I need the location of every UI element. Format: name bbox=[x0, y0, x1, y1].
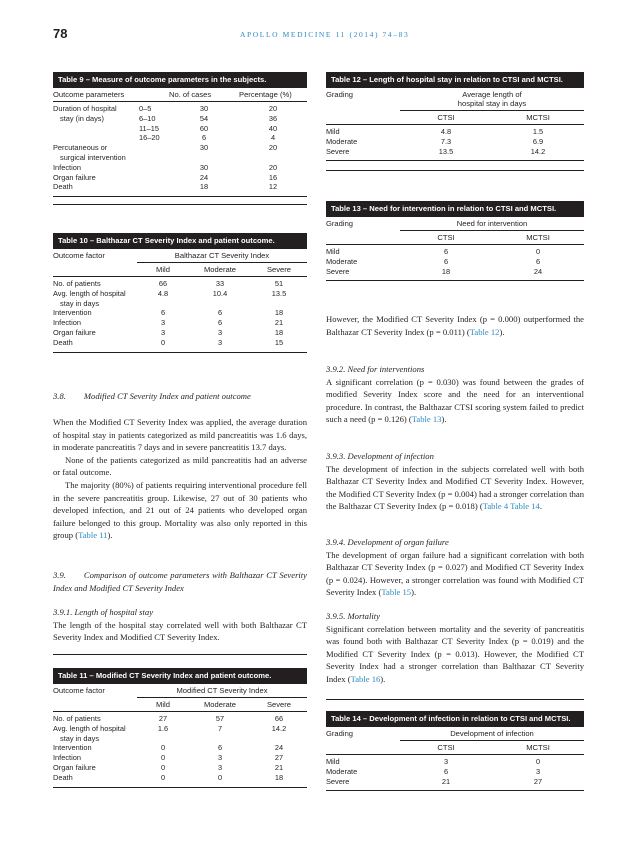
table-cell: 57 bbox=[215, 714, 225, 723]
table-cell bbox=[251, 299, 307, 309]
table-cell: 3 bbox=[217, 327, 223, 337]
left-column-rule bbox=[53, 654, 307, 655]
table-cell: Organ failure bbox=[53, 762, 96, 772]
table-cell: 3 bbox=[160, 327, 166, 337]
table-row bbox=[53, 328, 307, 338]
table-cell: 6 bbox=[201, 133, 207, 143]
table-cell: Duration of hospital bbox=[53, 104, 117, 113]
table-cell: 30 bbox=[199, 104, 209, 113]
table-cell: 6–10 bbox=[139, 113, 156, 123]
table-12-subheader: MCTSI bbox=[492, 111, 584, 125]
table-14-span-header: Development of infection bbox=[400, 727, 584, 741]
table-cell bbox=[139, 173, 169, 183]
table-11-subheader: Mild bbox=[137, 698, 189, 712]
table-cell: Death bbox=[53, 772, 73, 782]
table-cell: 6 bbox=[443, 256, 449, 266]
table-row bbox=[53, 104, 307, 114]
table-cell: 18 bbox=[274, 327, 284, 337]
section-3-9-1: 3.9.1. Length of hospital stay The length of the hospital stay correlated well with both Balthazar CT Severity Index and Modified CT Severity Index. bbox=[53, 607, 307, 643]
table-row bbox=[326, 267, 584, 277]
table-9-header: Percentage (%) bbox=[239, 88, 307, 102]
table-cell: Organ failure bbox=[53, 327, 96, 337]
table-cell: 0 bbox=[160, 753, 166, 763]
table-row bbox=[53, 182, 307, 192]
table-row bbox=[326, 777, 584, 787]
table-cell: 15 bbox=[274, 337, 284, 347]
table-cell bbox=[189, 734, 251, 744]
table-cell: 40 bbox=[268, 123, 278, 133]
table-cell: 4 bbox=[270, 133, 276, 143]
table-13-title: Table 13 – Need for intervention in relation to CTSI and MCTSI. bbox=[326, 201, 584, 217]
table-cell: 20 bbox=[268, 104, 278, 113]
table-cell: Intervention bbox=[53, 308, 92, 318]
table-cell: 0 bbox=[160, 337, 166, 347]
table-cell: Death bbox=[53, 337, 73, 347]
table-cell: 60 bbox=[199, 123, 209, 133]
table-cell: 11–15 bbox=[139, 123, 160, 133]
table-10-header: Outcome factor bbox=[53, 249, 137, 277]
table-cell: Moderate bbox=[326, 256, 358, 266]
table-12-span-header: Average length of hospital stay in days bbox=[400, 88, 584, 111]
table-13-span-header: Need for intervention bbox=[400, 217, 584, 231]
table-cell: 30 bbox=[199, 162, 209, 172]
table-cell: 4.8 bbox=[440, 127, 452, 136]
table-12-title: Table 12 – Length of hospital stay in relation to CTSI and MCTSI. bbox=[326, 72, 584, 88]
table-cell: Death bbox=[53, 182, 73, 192]
table-cell: 7 bbox=[217, 723, 223, 733]
table-cell: 10.4 bbox=[212, 288, 228, 298]
table-cell: 3 bbox=[535, 766, 541, 776]
table-cell: Avg. length of hospital bbox=[53, 723, 126, 733]
table-cell: 18 bbox=[199, 182, 209, 192]
table-12 bbox=[326, 72, 584, 171]
page-number: 78 bbox=[53, 26, 68, 41]
table-14-link[interactable]: Table 14 bbox=[510, 501, 540, 512]
section-3-8-heading: 3.8. Modified CT Severity Index and patient outcome bbox=[53, 391, 251, 401]
table-cell: 6 bbox=[443, 766, 449, 776]
table-cell: 18 bbox=[274, 772, 284, 782]
table-cell: 0–5 bbox=[139, 104, 152, 113]
table-row bbox=[53, 724, 307, 734]
table-row bbox=[326, 247, 584, 257]
table-row bbox=[326, 757, 584, 767]
table-cell bbox=[139, 182, 169, 192]
table-13-subheader: CTSI bbox=[400, 231, 492, 245]
table-cell: Organ failure bbox=[53, 172, 96, 182]
table-cell: 3 bbox=[217, 762, 223, 772]
table-row bbox=[53, 338, 307, 348]
section-3-9-heading: 3.9. Comparison of outcome parameters with Balthazar CT Severity Index and Modified CT Severity Index bbox=[53, 570, 307, 593]
table-12-subheader: CTSI bbox=[400, 111, 492, 125]
table-11-title: Table 11 – Modified CT Severity Index and patient outcome. bbox=[53, 668, 307, 684]
table-cell: 18 bbox=[441, 266, 451, 276]
table-cell: Infection bbox=[53, 162, 81, 172]
table-11-subheader: Severe bbox=[251, 698, 307, 712]
table-cell: stay in days bbox=[60, 733, 100, 743]
table-cell: Mild bbox=[326, 127, 340, 136]
table-row bbox=[53, 124, 307, 134]
table-11 bbox=[53, 668, 307, 788]
table-row bbox=[326, 137, 584, 147]
table-12-header: Grading bbox=[326, 88, 400, 125]
running-head: APOLLO MEDICINE 11 (2014) 74–83 bbox=[240, 30, 410, 39]
table-cell: 24 bbox=[533, 266, 543, 276]
table-9-title: Table 9 – Measure of outcome parameters in the subjects. bbox=[53, 72, 307, 88]
table-cell: 51 bbox=[274, 279, 284, 288]
section-3-8-body: When the Modified CT Severity Index was applied, the average duration of hospital stay in patients categorized as mild pancreatitis was 1.6 days, in moderate pancreatitis 7 days and in severe pancreatitis 13.7 days. None of the patients categorized as mild pancreatitis had an adverse or fatal outcome. The majority (80%) of patients requiring interventional procedure fell in the severe pancreatitis group. Likewise, 27 out of 30 patients who developed infection, and 21 out of 24 patients who developed organ failure belonged to this group. Mortality was also only reported in this group (Table 11). bbox=[53, 417, 307, 541]
table-cell: 3 bbox=[217, 753, 223, 763]
table-cell: Infection bbox=[53, 753, 81, 763]
table-13-link[interactable]: Table 13 bbox=[411, 414, 442, 425]
table-row bbox=[53, 133, 307, 143]
table-9-header: No. of cases bbox=[169, 88, 239, 102]
table-cell: 27 bbox=[274, 753, 284, 763]
table-cell: 4.8 bbox=[157, 288, 169, 298]
table-cell: 33 bbox=[215, 279, 225, 288]
table-cell: 0 bbox=[535, 757, 541, 766]
table-cell: 14.2 bbox=[530, 146, 546, 156]
table-11-subheader: Moderate bbox=[189, 698, 251, 712]
table-cell: 3 bbox=[217, 337, 223, 347]
table-9-end-rule bbox=[53, 204, 307, 205]
table-cell: 21 bbox=[274, 762, 284, 772]
table-row bbox=[53, 279, 307, 289]
table-cell bbox=[189, 299, 251, 309]
table-cell: 66 bbox=[158, 279, 168, 288]
table-cell: 18 bbox=[274, 308, 284, 318]
table-cell: 20 bbox=[268, 143, 278, 153]
table-cell: 24 bbox=[274, 743, 284, 753]
table-cell: Avg. length of hospital bbox=[53, 288, 126, 298]
table-10-subheader: Severe bbox=[251, 263, 307, 277]
table-14 bbox=[326, 711, 584, 791]
table-row bbox=[53, 153, 307, 163]
table-row bbox=[53, 299, 307, 309]
table-cell: 30 bbox=[199, 143, 209, 153]
table-cell: Percutaneous or bbox=[53, 143, 108, 153]
table-9-header: Outcome parameters bbox=[53, 88, 139, 102]
table-cell: 54 bbox=[199, 113, 209, 123]
table-row bbox=[53, 289, 307, 299]
table-10-subheader: Moderate bbox=[189, 263, 251, 277]
intro-paragraph: However, the Modified CT Severity Index (p = 0.000) outperformed the Balthazar CT Severity Index (p = 0.011) (Table 12). bbox=[326, 314, 584, 337]
section-3-9-3: 3.9.3. Development of infection The development of infection in the subjects correlated well with both Balthazar CT Severity Index and Modified CT Severity Index. However, the Modified CT Severity Index (p = 0.004) had a stronger correlation than the Balthazar CT Severity Index (p = 0.018) (Table 4 Table 14. bbox=[326, 451, 584, 512]
table-cell: 27 bbox=[533, 776, 543, 786]
table-row bbox=[53, 308, 307, 318]
table-cell: 13.5 bbox=[271, 288, 287, 298]
table-row bbox=[326, 257, 584, 267]
table-cell: 1.5 bbox=[532, 127, 544, 136]
table-cell: 12 bbox=[268, 182, 278, 192]
table-row bbox=[53, 143, 307, 153]
table-cell: Intervention bbox=[53, 743, 92, 753]
table-cell bbox=[239, 153, 307, 163]
table-10-span-header: Balthazar CT Severity Index bbox=[137, 249, 307, 263]
table-row bbox=[326, 127, 584, 137]
table-cell: 21 bbox=[274, 318, 284, 328]
table-cell: 6 bbox=[443, 247, 449, 256]
table-row bbox=[53, 714, 307, 724]
table-13-header: Grading bbox=[326, 217, 400, 245]
table-11-span-header: Modified CT Severity Index bbox=[137, 684, 307, 698]
table-cell: 36 bbox=[268, 113, 278, 123]
table-cell: 16 bbox=[268, 172, 278, 182]
table-cell: Infection bbox=[53, 318, 81, 328]
table-13-subheader: MCTSI bbox=[492, 231, 584, 245]
table-14-subheader: MCTSI bbox=[492, 741, 584, 755]
table-cell bbox=[53, 133, 139, 143]
table-cell: 27 bbox=[158, 714, 168, 723]
table-11-header: Outcome factor bbox=[53, 684, 137, 712]
table-row bbox=[53, 753, 307, 763]
table-cell: stay (in days) bbox=[60, 113, 104, 123]
table-row bbox=[53, 743, 307, 753]
table-14-subheader: CTSI bbox=[400, 741, 492, 755]
table-cell: 7.3 bbox=[440, 136, 452, 146]
table-12-end-rule bbox=[326, 170, 584, 171]
table-10 bbox=[53, 233, 307, 353]
table-cell bbox=[139, 143, 169, 153]
table-cell: 14.2 bbox=[271, 723, 287, 733]
table-cell: 16–20 bbox=[139, 133, 160, 143]
table-row bbox=[53, 773, 307, 783]
right-column-rule bbox=[326, 699, 584, 700]
table-cell bbox=[137, 299, 189, 309]
table-12-link[interactable]: Table 12 bbox=[469, 326, 500, 337]
table-row bbox=[53, 163, 307, 173]
section-3-9-4: 3.9.4. Development of organ failure The development of organ failure had a significant correlation with both Balthazar CT Severity Index (p = 0.027) and Modified CT Severity Index (p = 0.024). However, a stronger correlation was found with Modified CT Severity Index (Table 15). bbox=[326, 537, 584, 598]
section-3-9-5: 3.9.5. Mortality Significant correlation between mortality and the severity of pancreatitis was found both with Balthazar CT Severity Index (p = 0.019) and the Modified CT Severity Index (p = 0.013). However, the Modified CT Severity Index had a stronger correlation than Balthazar CT Severity Index (Table 16). bbox=[326, 611, 584, 684]
table-cell: 0 bbox=[160, 743, 166, 753]
table-cell: Moderate bbox=[326, 136, 358, 146]
table-cell: 13.5 bbox=[438, 146, 454, 156]
table-15-link[interactable]: Table 15 bbox=[381, 587, 412, 598]
table-cell: Mild bbox=[326, 757, 340, 766]
section-3-9-2: 3.9.2. Need for interventions A significant correlation (p = 0.030) was found between the grades of modified Severity Index score and the need for an interventional procedure. In contrast, the Balthazar CTSI scoring system failed to predict such a need (p = 0.126) (Table 13). bbox=[326, 364, 584, 425]
table-cell: surgical intervention bbox=[60, 152, 126, 162]
table-cell: 0 bbox=[217, 772, 223, 782]
table-cell bbox=[139, 153, 169, 163]
table-cell bbox=[137, 734, 189, 744]
table-16-link[interactable]: Table 16 bbox=[350, 673, 381, 684]
table-cell: 6 bbox=[217, 308, 223, 318]
table-cell: 20 bbox=[268, 162, 278, 172]
table-cell: 21 bbox=[441, 776, 451, 786]
table-cell: stay in days bbox=[60, 298, 100, 308]
table-cell: 6 bbox=[160, 308, 166, 318]
table-cell bbox=[53, 124, 139, 134]
table-cell: 0 bbox=[535, 247, 541, 256]
table-row bbox=[53, 734, 307, 744]
table-cell: 66 bbox=[274, 714, 284, 723]
table-cell: 24 bbox=[199, 172, 209, 182]
table-row bbox=[53, 763, 307, 773]
table-cell: 6.9 bbox=[532, 136, 544, 146]
table-10-subheader: Mild bbox=[137, 263, 189, 277]
table-14-title: Table 14 – Development of infection in relation to CTSI and MCTSI. bbox=[326, 711, 584, 727]
table-row bbox=[53, 173, 307, 183]
table-cell: 3 bbox=[160, 318, 166, 328]
table-13 bbox=[326, 201, 584, 281]
table-cell: 0 bbox=[160, 772, 166, 782]
table-cell: 6 bbox=[217, 318, 223, 328]
table-row bbox=[53, 114, 307, 124]
table-11-link[interactable]: Table 11 bbox=[78, 530, 108, 541]
table-9 bbox=[53, 72, 307, 205]
table-row bbox=[326, 147, 584, 157]
table-row bbox=[53, 318, 307, 328]
table-cell bbox=[169, 153, 239, 163]
table-cell: 0 bbox=[160, 762, 166, 772]
table-cell: Moderate bbox=[326, 766, 358, 776]
table-cell: 1.6 bbox=[157, 723, 169, 733]
table-cell: Mild bbox=[326, 247, 340, 256]
table-row bbox=[326, 767, 584, 777]
table-cell bbox=[251, 734, 307, 744]
table-cell: No. of patients bbox=[53, 279, 101, 288]
table-cell: Severe bbox=[326, 266, 350, 276]
table-cell: No. of patients bbox=[53, 714, 101, 723]
table-cell: Severe bbox=[326, 776, 350, 786]
table-10-title: Table 10 – Balthazar CT Severity Index and patient outcome. bbox=[53, 233, 307, 249]
table-cell: 3 bbox=[443, 757, 449, 766]
table-14-header: Grading bbox=[326, 727, 400, 755]
table-cell: 6 bbox=[217, 743, 223, 753]
table-cell: 6 bbox=[535, 256, 541, 266]
table-cell bbox=[139, 163, 169, 173]
table-cell: Severe bbox=[326, 146, 350, 156]
table-4-link[interactable]: Table 4 bbox=[482, 501, 509, 512]
